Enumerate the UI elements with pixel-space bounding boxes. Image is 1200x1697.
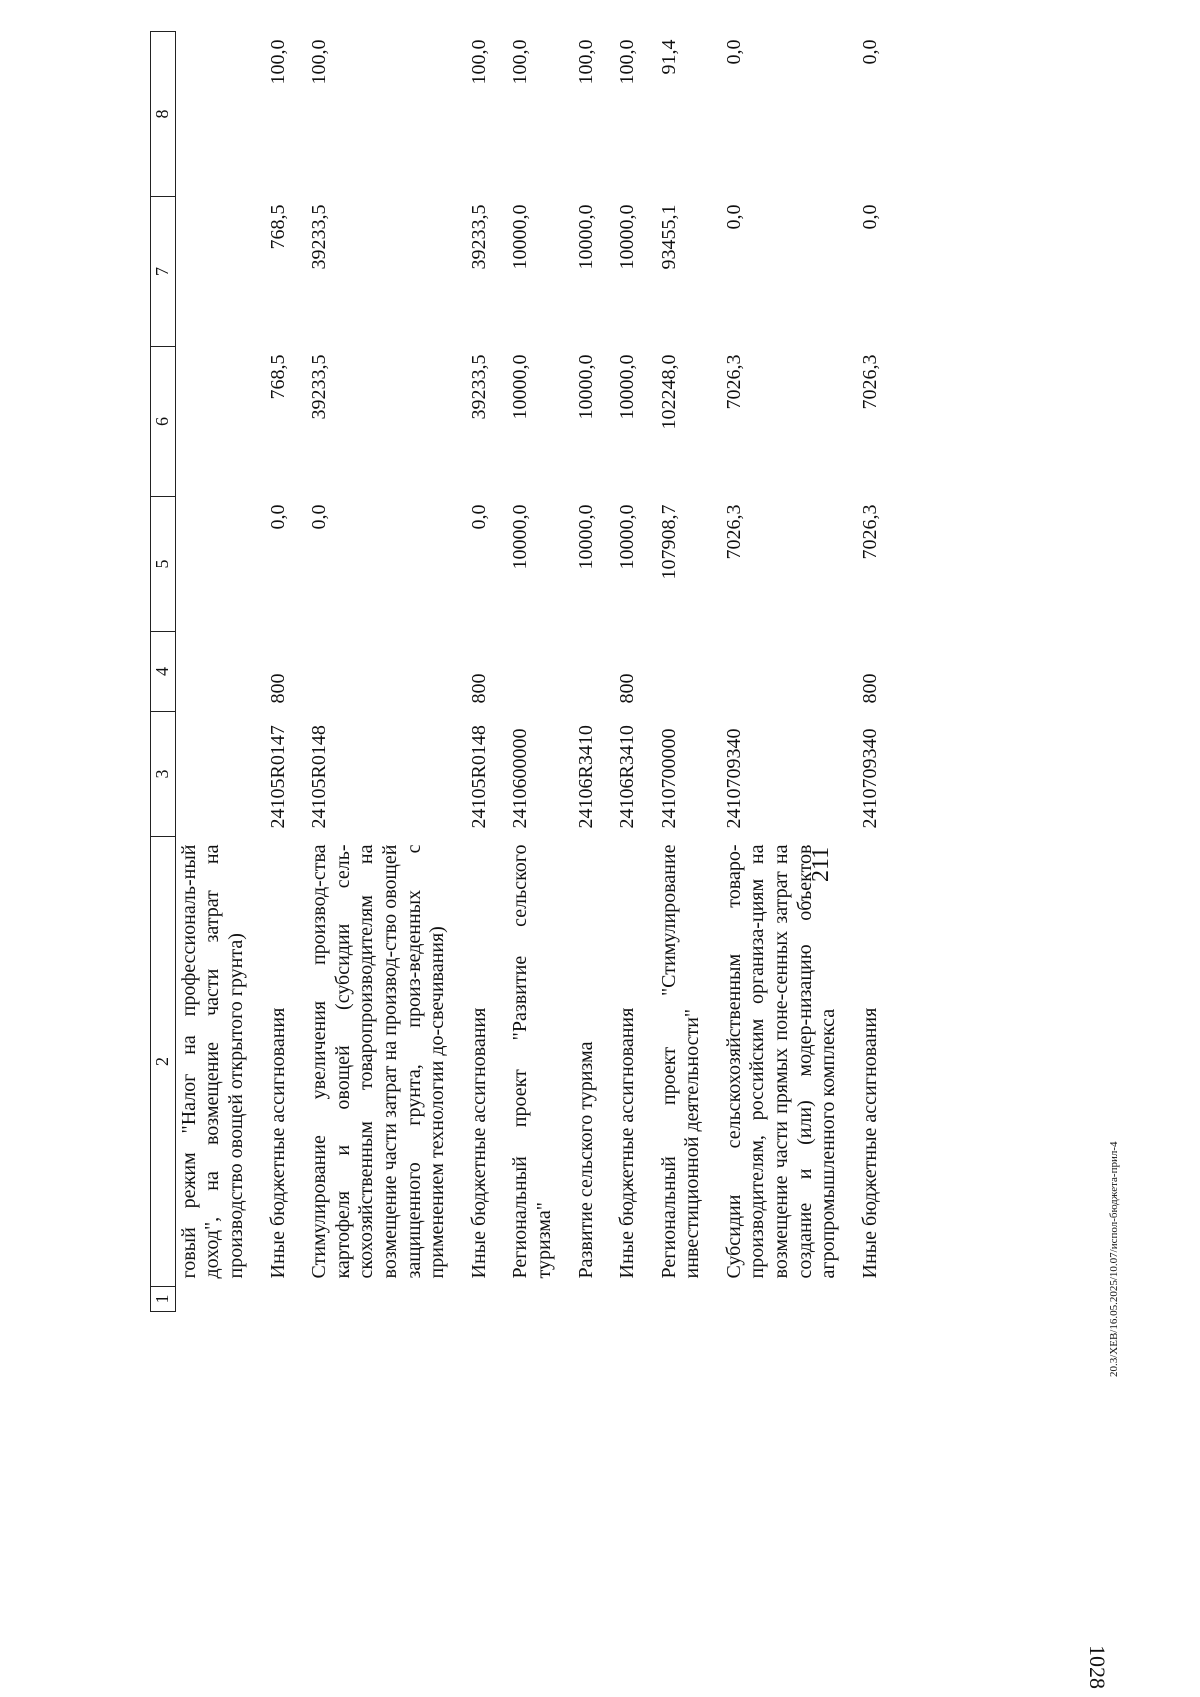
cell-col5: 0,0 — [266, 504, 289, 530]
cell-col5: 107908,7 — [657, 504, 680, 580]
cell-name: Региональный проект "Развитие сельского туризма" — [509, 844, 555, 1279]
table-row — [644, 32, 709, 1312]
cell-expense-type — [561, 632, 603, 712]
header-cell: 5 — [151, 497, 176, 632]
cell-expense-type — [709, 632, 845, 712]
cell-col6: 102248,0 — [657, 354, 680, 430]
cell-col8: 100,0 — [509, 39, 532, 85]
cell-code: 24105R0148 — [308, 725, 331, 829]
cell-expense-type: 800 — [467, 673, 490, 704]
page-number: 211 — [808, 846, 834, 882]
cell-col7: 39233,5 — [308, 204, 331, 270]
cell-col8: 100,0 — [266, 39, 289, 85]
cell-name: говый режим "Налог на профессиональ-ный доход", на возмещение части затрат на производство овощей открытого грунта) — [177, 844, 247, 1279]
cell-col7: 10000,0 — [509, 204, 532, 270]
document-reference: 20.3/XEB/16.05.2025/10.07/испол-бюджета-прил-4 — [1108, 1141, 1120, 1377]
cell-col7: 0,0 — [722, 204, 745, 230]
cell-expense-type — [294, 632, 454, 712]
cell-index — [845, 1287, 887, 1312]
cell-name: Региональный проект "Стимулирование инвестиционной деятельности" — [657, 844, 704, 1279]
cell-col6: 39233,5 — [467, 354, 490, 420]
cell-col6 — [175, 347, 252, 497]
corner-number: 1028 — [1085, 1645, 1110, 1689]
cell-code — [175, 712, 252, 837]
cell-col5: 0,0 — [308, 504, 331, 530]
cell-col5: 7026,3 — [858, 504, 881, 560]
cell-index — [709, 1287, 845, 1312]
cell-col7: 10000,0 — [616, 204, 639, 270]
header-cell: 6 — [151, 347, 176, 497]
cell-expense-type — [175, 632, 252, 712]
header-cell: 1 — [151, 1287, 176, 1312]
cell-col6: 10000,0 — [509, 354, 532, 420]
cell-col5: 7026,3 — [722, 504, 745, 560]
cell-col6: 39233,5 — [308, 354, 331, 420]
table-row — [175, 32, 252, 1312]
cell-col6: 768,5 — [266, 354, 289, 400]
budget-table — [150, 31, 886, 1312]
cell-index — [175, 1287, 252, 1312]
cell-col7: 93455,1 — [657, 204, 680, 270]
cell-col8: 100,0 — [467, 39, 490, 85]
cell-col8: 100,0 — [308, 39, 331, 85]
table-body — [175, 32, 886, 1312]
cell-col7: 768,5 — [266, 204, 289, 250]
cell-expense-type: 800 — [266, 673, 289, 704]
cell-col6: 10000,0 — [574, 354, 597, 420]
cell-col7: 0,0 — [858, 204, 881, 230]
table-row — [561, 32, 603, 1312]
cell-code: 2410600000 — [509, 728, 532, 829]
cell-col8: 0,0 — [858, 39, 881, 65]
cell-col5: 10000,0 — [616, 504, 639, 570]
cell-col7: 10000,0 — [574, 204, 597, 270]
cell-col8: 91,4 — [657, 39, 680, 75]
cell-name: Иные бюджетные ассигнования — [467, 1007, 490, 1279]
cell-col5: 10000,0 — [509, 504, 532, 570]
cell-col6: 10000,0 — [616, 354, 639, 420]
cell-col8: 0,0 — [722, 39, 745, 65]
cell-col6: 7026,3 — [722, 354, 745, 410]
cell-col8: 100,0 — [574, 39, 597, 85]
cell-col5 — [175, 497, 252, 632]
cell-code: 24105R0147 — [266, 725, 289, 829]
cell-col8 — [175, 32, 252, 197]
cell-code: 24105R0148 — [467, 725, 490, 829]
cell-index — [454, 1287, 496, 1312]
table-row — [253, 32, 295, 1312]
header-cell: 4 — [151, 632, 176, 712]
table-row — [845, 32, 887, 1312]
cell-index — [495, 1287, 560, 1312]
header-cell: 7 — [151, 197, 176, 347]
cell-code: 2410700000 — [657, 728, 680, 829]
cell-name: Развитие сельского туризма — [574, 1041, 597, 1279]
cell-col7 — [175, 197, 252, 347]
cell-col6: 7026,3 — [858, 354, 881, 410]
cell-col5: 0,0 — [467, 504, 490, 530]
cell-col7: 39233,5 — [467, 204, 490, 270]
cell-index — [253, 1287, 295, 1312]
table-header — [151, 32, 176, 1312]
cell-index — [561, 1287, 603, 1312]
cell-code: 24106R3410 — [616, 725, 639, 829]
table-row — [495, 32, 560, 1312]
table-row — [454, 32, 496, 1312]
cell-expense-type — [495, 632, 560, 712]
table-row — [602, 32, 644, 1312]
cell-index — [644, 1287, 709, 1312]
header-cell: 2 — [151, 837, 176, 1287]
header-cell: 3 — [151, 712, 176, 837]
cell-name: Стимулирование увеличения производ-ства картофеля и овощей (субсидии сель-скохозяйственным товаропроизводителям на возмещение части затрат на производ-ство овощей защищенного грунта, произ-веденных с применением технологии до-свечивания) — [308, 844, 449, 1279]
cell-col5: 10000,0 — [574, 504, 597, 570]
cell-expense-type: 800 — [858, 673, 881, 704]
table-row — [709, 32, 845, 1312]
cell-code: 24106R3410 — [574, 725, 597, 829]
cell-name: Субсидии сельскохозяйственным товаро-производителям, российским организа-циям на возмещение части прямых поне-сенных затрат на создание и (или) модер-низацию объектов агропромышленного комплекса — [722, 844, 840, 1279]
cell-index — [294, 1287, 454, 1312]
cell-index — [602, 1287, 644, 1312]
cell-code: 2410709340 — [858, 728, 881, 829]
cell-expense-type: 800 — [616, 673, 639, 704]
table-row — [294, 32, 454, 1312]
header-cell: 8 — [151, 32, 176, 197]
cell-name: Иные бюджетные ассигнования — [616, 1007, 639, 1279]
cell-code: 2410709340 — [722, 728, 745, 829]
cell-expense-type — [644, 632, 709, 712]
cell-col8: 100,0 — [616, 39, 639, 85]
cell-name: Иные бюджетные ассигнования — [858, 1007, 881, 1279]
cell-name: Иные бюджетные ассигнования — [266, 1007, 289, 1279]
